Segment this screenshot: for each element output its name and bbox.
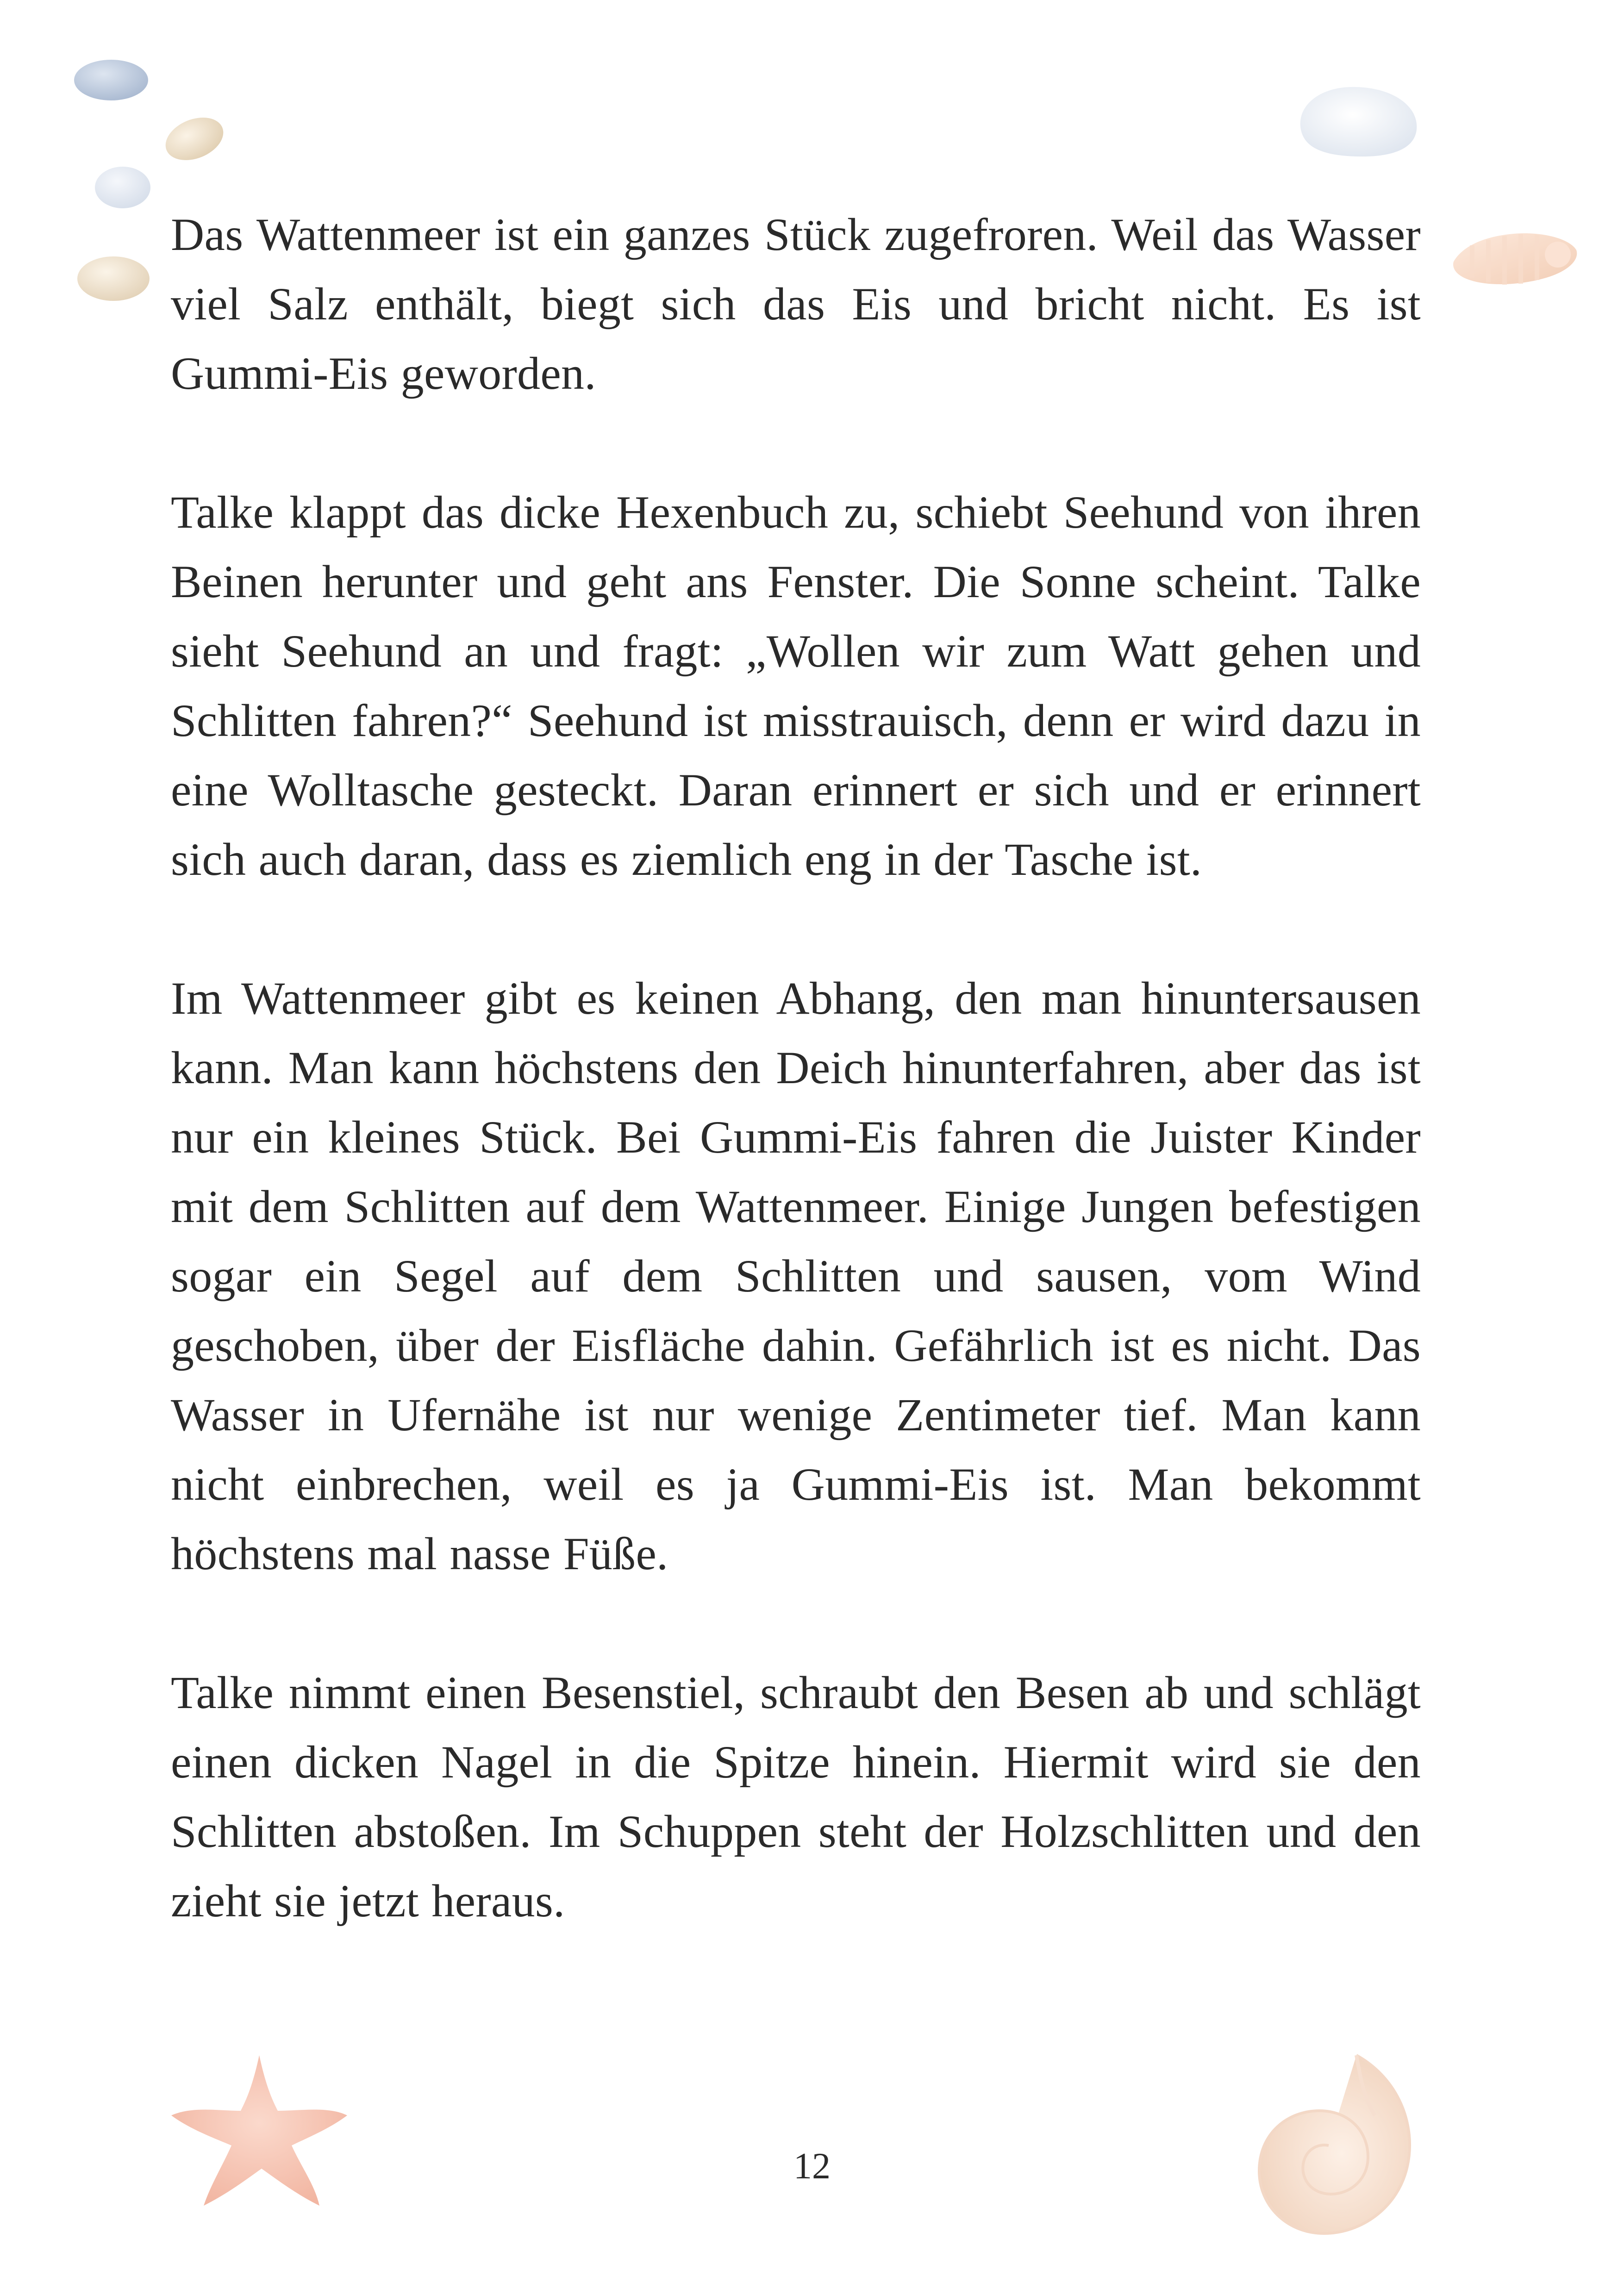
light-blue-pebble-icon [90, 162, 155, 213]
white-pebble-icon [1287, 79, 1426, 162]
paragraph-3: Im Wattenmeer gibt es keinen Abhang, den man hinuntersausen kann. Man kann höchstens den Deich hinunterfahren, aber das ist nur ein kleines Stück. Bei Gummi-Eis fahren die Juister Kinder mit dem Schlitten auf dem Wattenmeer. Einige Jungen befestigen sogar ein Segel auf dem Schlitten und sausen, vom Wind geschoben, über der Eisfläche dahin. Gefährlich ist es nicht. Das Wasser in Ufernähe ist nur wenige Zentimeter tief. Man kann nicht einbrechen, weil es ja Gummi-Eis ist. Man bekommt höchstens mal nasse Füße. [171, 973, 1421, 1579]
sand-pebble-icon [74, 252, 153, 306]
main-text [171, 200, 1421, 2005]
paragraph-4: Talke nimmt einen Besenstiel, schraubt den Besen ab und schlägt einen dicken Nagel in die Spitze hinein. Hiermit wird sie den Schlitten abstoßen. Im Schuppen steht der Holzschlitten und den zieht sie jetzt heraus. [171, 1667, 1421, 1927]
beige-pebble-icon [160, 111, 229, 167]
paragraph-1: Das Wattenmeer ist ein ganzes Stück zugefroren. Weil das Wasser viel Salz enthält, biegt sich das Eis und bricht nicht. Es ist Gummi-Eis geworden. [171, 209, 1421, 399]
page-number: 12 [793, 2146, 831, 2187]
paragraph-2: Talke klappt das dicke Hexenbuch zu, schiebt Seehund von ihren Beinen herunter und geht ans Fenster. Die Sonne scheint. Talke sieht Seehund an und fragt: „Wollen wir zum Watt gehen und Schlitten fahren?“ Seehund ist misstrauisch, denn er wird dazu in eine Wolltasche gesteckt. Daran erinnert er sich und er erinnert sich auch daran, dass es ziemlich eng in der Tasche ist. [171, 486, 1421, 885]
blue-pebble-icon [69, 55, 153, 106]
spiral-shell-icon [1444, 218, 1583, 296]
